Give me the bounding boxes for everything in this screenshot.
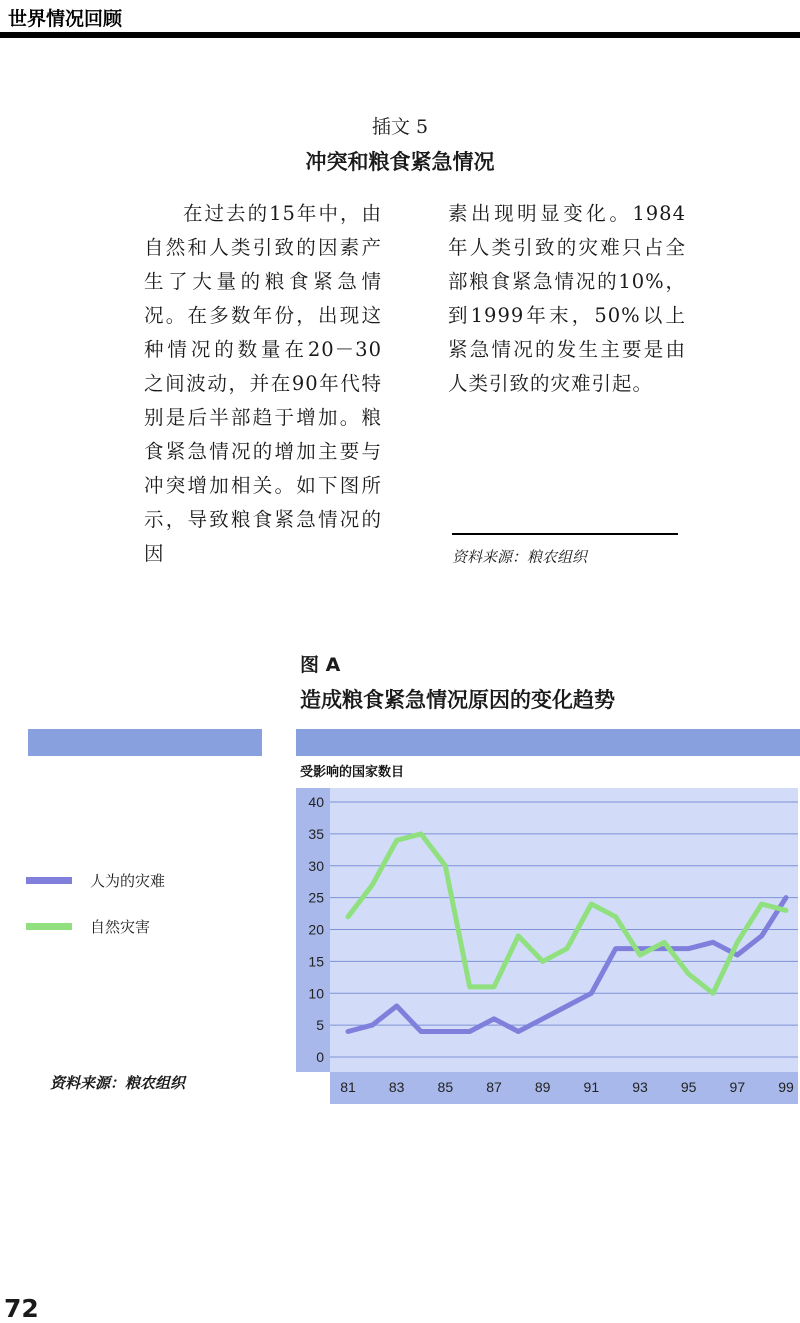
- chart-header-band: [296, 729, 800, 756]
- y-tick-label: 30: [308, 857, 324, 874]
- x-tick-label: 99: [778, 1079, 794, 1095]
- legend-header-band: [28, 729, 262, 756]
- x-tick-label: 93: [632, 1079, 648, 1095]
- line-chart: [296, 758, 800, 1106]
- y-tick-label: 35: [308, 825, 324, 842]
- y-tick-label: 5: [316, 1017, 324, 1034]
- y-tick-label: 20: [308, 921, 324, 938]
- x-tick-label: 85: [437, 1079, 454, 1095]
- box-label: 插文 5: [371, 116, 429, 138]
- legend-swatch-human: [26, 877, 72, 884]
- y-tick-label: 40: [308, 794, 324, 810]
- running-header: 世界情况回顾: [8, 8, 123, 30]
- y-tick-label: 10: [308, 985, 324, 1002]
- x-tick-label: 97: [729, 1079, 746, 1095]
- x-tick-label: 89: [534, 1079, 551, 1095]
- x-tick-label: 91: [583, 1079, 600, 1095]
- figure-label: 图 A: [300, 654, 341, 676]
- text-source: 资料来源：粮农组织: [452, 548, 588, 566]
- legend-label-natural: 自然灾害: [90, 917, 151, 936]
- legend-item-natural: [26, 914, 150, 938]
- figure-title: 造成粮食紧急情况原因的变化趋势: [300, 688, 615, 712]
- legend-label-human: 人为的灾难: [90, 871, 166, 890]
- y-tick-label: 0: [316, 1049, 324, 1065]
- x-tick-label: 95: [680, 1079, 697, 1095]
- source-rule: [452, 533, 678, 535]
- body-text-right: 素出现明显变化。1984年人类引致的灾难只占全部粮食紧急情况的10%，到1999年末，50%以上紧急情况的发生主要是由人类引致的灾难引起。: [448, 202, 686, 395]
- x-tick-label: 81: [340, 1079, 356, 1095]
- y-axis-label: 受影响的国家数目: [300, 765, 405, 780]
- x-tick-label: 83: [388, 1079, 405, 1095]
- figure-source: 资料来源：粮农组织: [50, 1074, 186, 1092]
- y-tick-label: 25: [308, 889, 324, 906]
- legend-item-human: [26, 868, 165, 892]
- header-rule: [0, 32, 800, 38]
- page-number: 72: [4, 1294, 39, 1323]
- box-title: 冲突和粮食紧急情况: [305, 150, 495, 174]
- x-tick-label: 87: [486, 1079, 502, 1095]
- body-text-left: 在过去的15年中，由自然和人类引致的因素产生了大量的粮食紧急情况。在多数年份，出现这种情况的数量在20－30之间波动，并在90年代特别是后半部趋于增加。粮食紧急情况的增加主要与冲突增加相关。如下图所示，导致粮食紧急情况的因: [144, 202, 382, 565]
- legend-swatch-natural: [26, 923, 72, 930]
- y-tick-label: 15: [308, 953, 324, 970]
